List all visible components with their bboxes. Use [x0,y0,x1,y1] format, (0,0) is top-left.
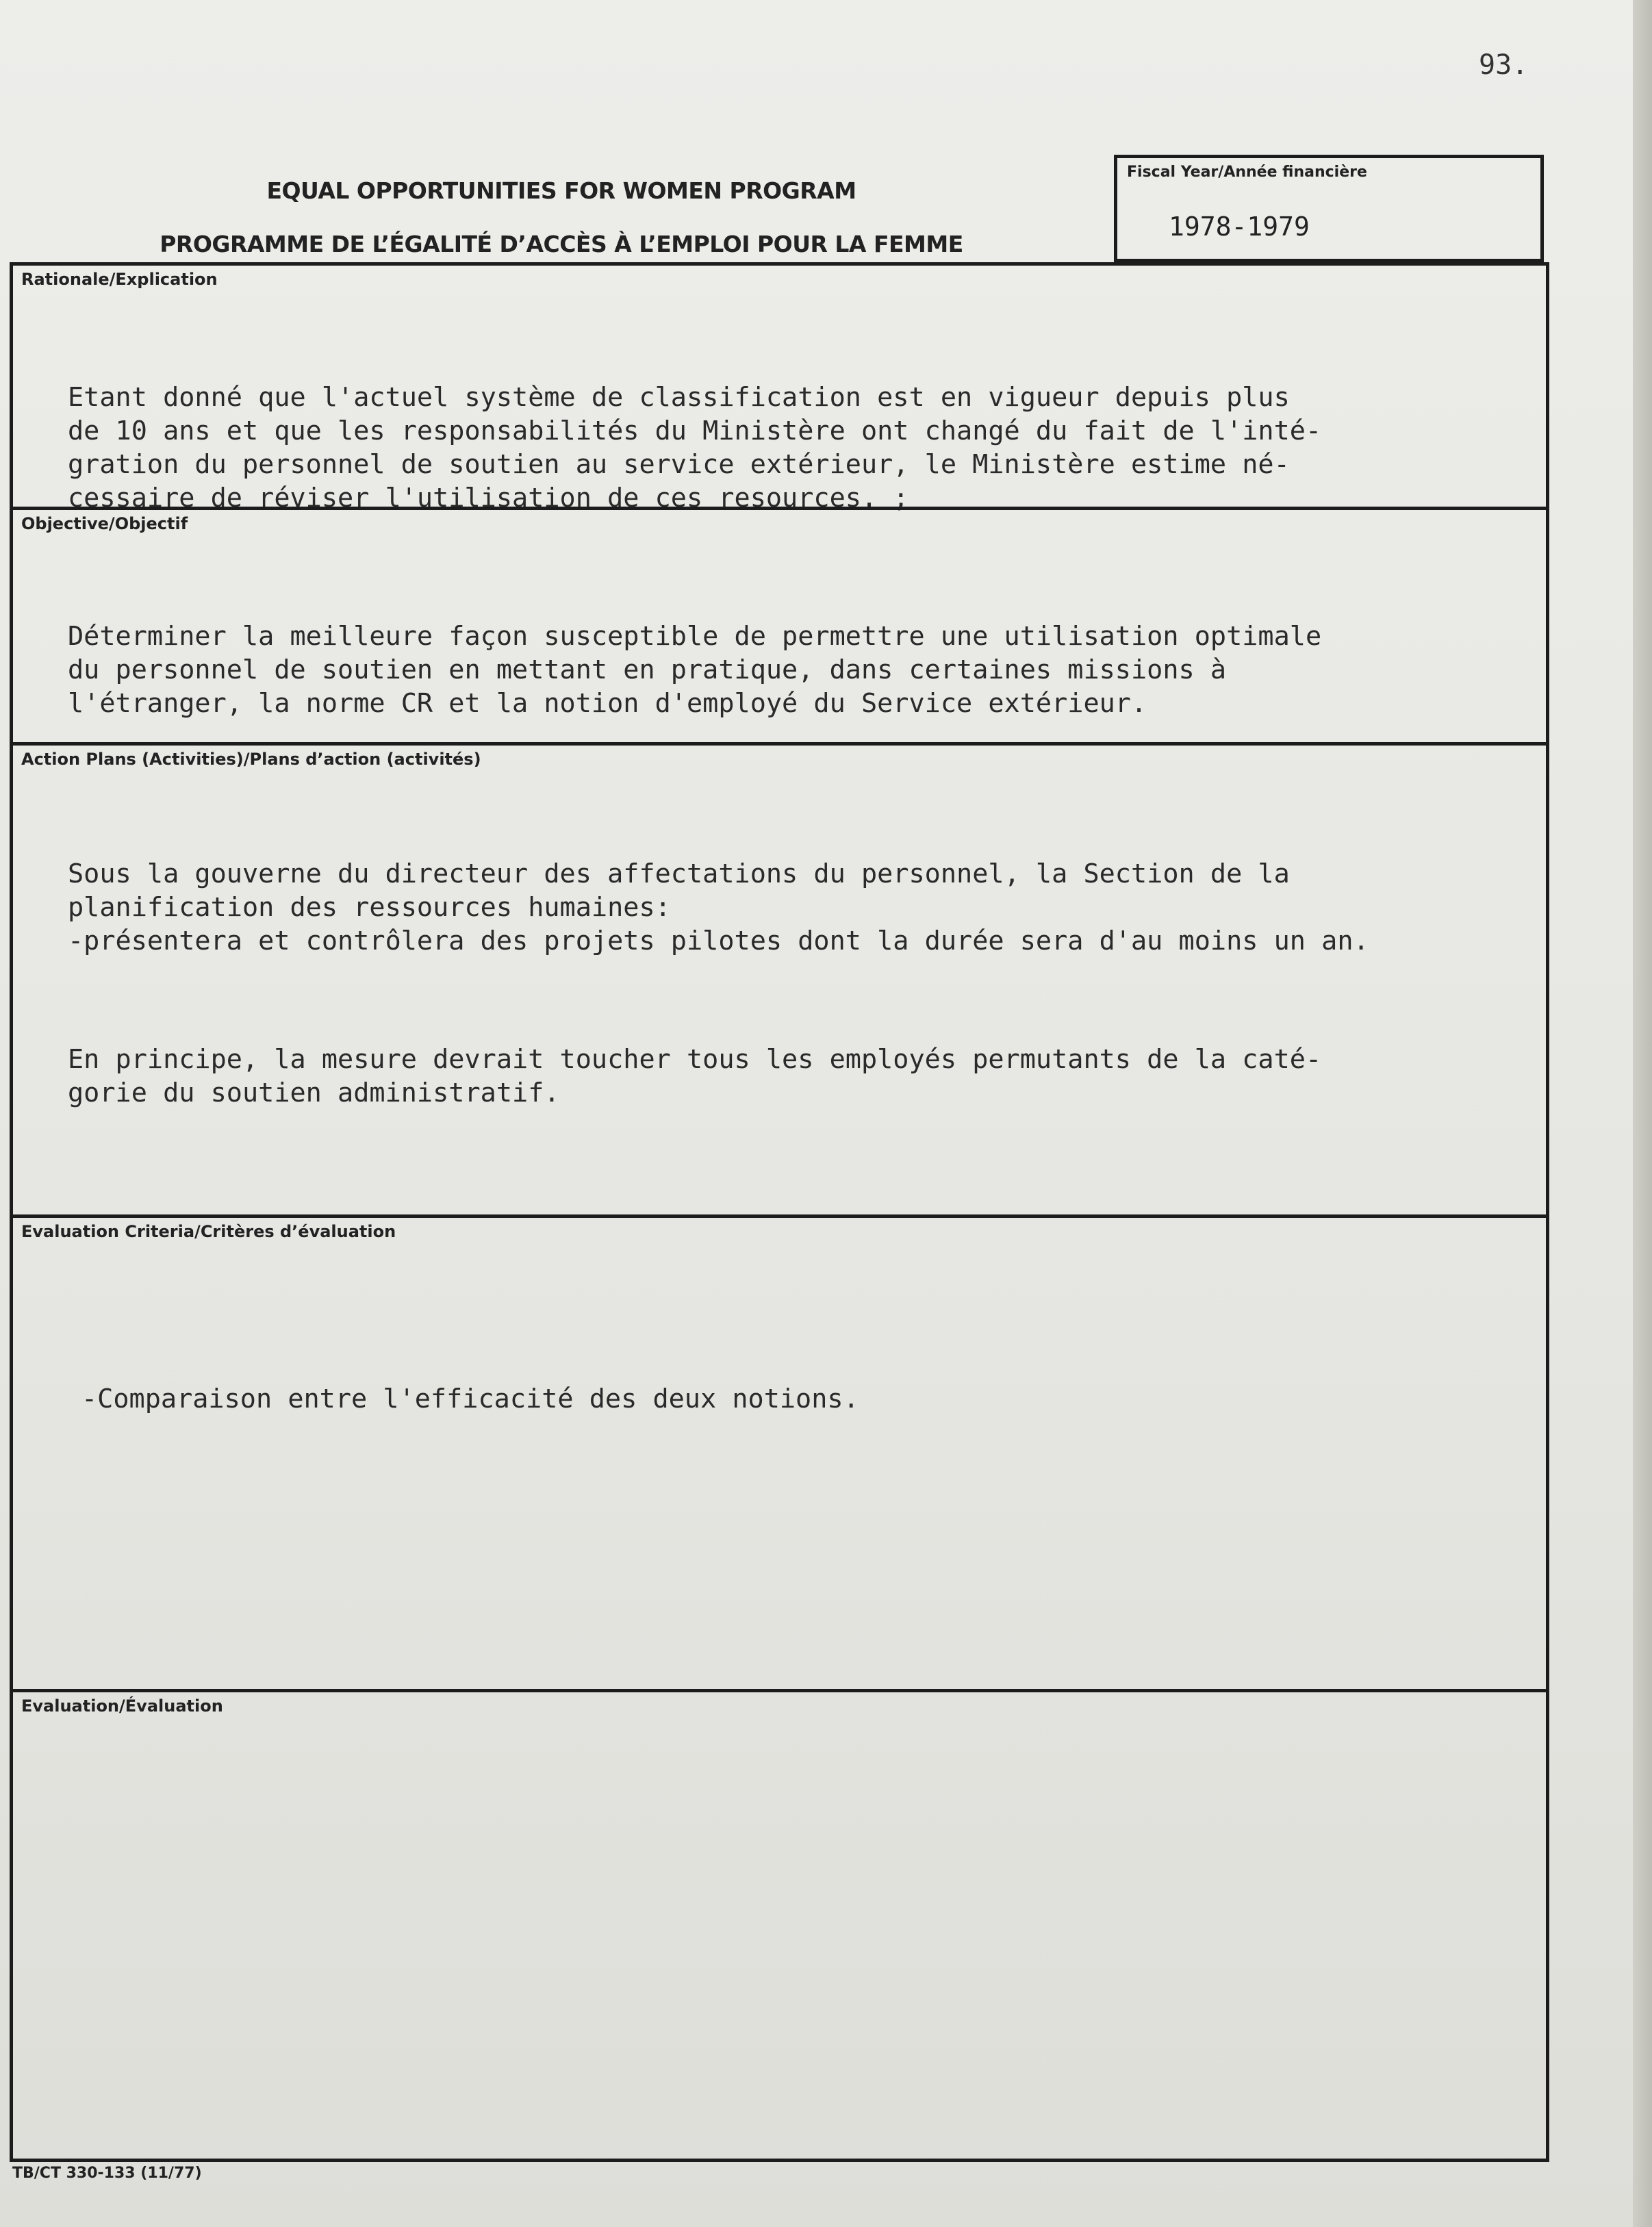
section-objective [13,507,1546,742]
form-frame [10,262,1549,2162]
fiscal-year-box [1114,155,1544,262]
section-label-rationale: Rationale/Explication [21,270,218,289]
section-evaluation-criteria [13,1214,1546,1689]
evaluation-criteria-paragraph: -Comparaison entre l'efficacité des deux notions. [81,1384,859,1414]
form-code: TB/CT 330-133 (11/77) [12,2165,202,2182]
objective-paragraph: Déterminer la meilleure façon susceptible de permettre une utilisation optimale du personnel de soutien en mettant en pratique, dans certaines missions à l'étranger, la norme CR et la notion d'employé du Service extérieur. [68,621,1322,719]
section-action-plans [13,742,1546,1214]
section-rationale [13,266,1546,513]
fiscal-year-value: 1978-1979 [1169,212,1310,242]
section-body-evaluation-criteria [81,1315,1518,1483]
page-edge [1633,0,1652,2227]
program-title-french: PROGRAMME DE L’ÉGALITÉ D’ACCÈS À L’EMPLOI POUR LA FEMME [160,231,963,257]
section-body-action-plans [68,790,1518,1177]
program-title-english: EQUAL OPPORTUNITIES FOR WOMEN PROGRAM [266,177,856,204]
section-label-evaluation-criteria: Evaluation Criteria/Critères d’évaluation [21,1222,396,1241]
section-label-objective: Objective/Objectif [21,514,188,533]
section-label-action-plans: Action Plans (Activities)/Plans d’action (activités) [21,750,481,769]
action-plans-paragraph: En principe, la mesure devrait toucher tous les employés permutants de la caté- gorie du soutien administratif. [68,1044,1322,1108]
action-plans-paragraph: Sous la gouverne du directeur des affectations du personnel, la Section de la planification des ressources humaines: -présentera et contrôlera des projets pilotes dont la durée sera d'au moins un an. [68,858,1369,956]
page-number: 93. [1479,49,1529,81]
rationale-paragraph: Etant donné que l'actuel système de classification est en vigueur depuis plus de 10 ans et que les responsabilités du Ministère ont changé du fait de l'inté- gration du personnel de soutien au service extérieur, le Ministère estime né- cessaire de réviser l'utilisation de ces resources. ; [68,382,1322,513]
section-evaluation [13,1689,1546,2159]
form-header [27,164,1095,271]
fiscal-year-label: Fiscal Year/Année financière [1127,164,1367,181]
section-label-evaluation: Evaluation/Évaluation [21,1696,223,1716]
